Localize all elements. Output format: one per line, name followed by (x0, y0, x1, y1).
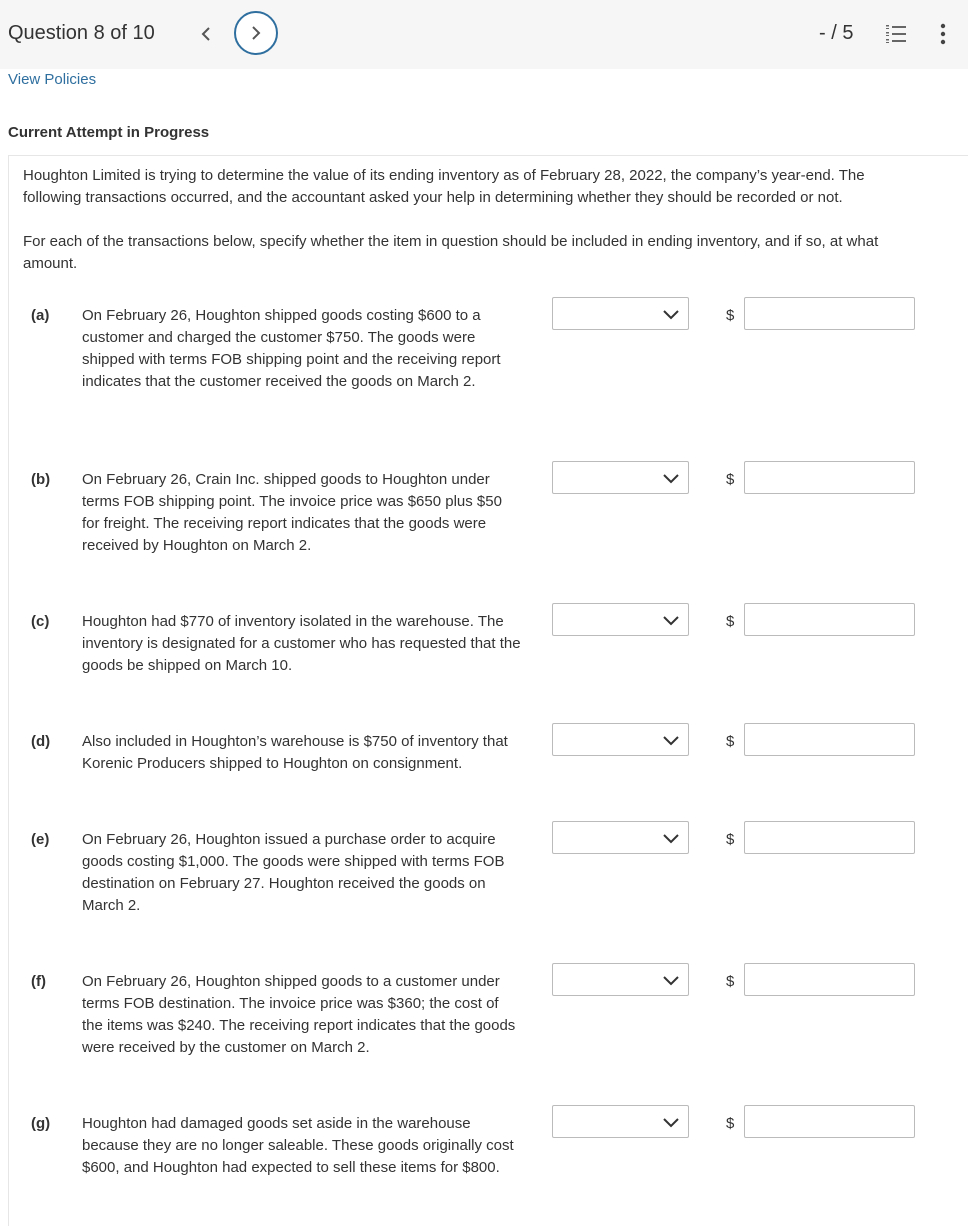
question-header (0, 0, 968, 69)
previous-question-button[interactable] (196, 22, 216, 46)
chevron-left-icon (201, 26, 211, 42)
inventory-dropdown[interactable] (552, 297, 689, 330)
view-policies-link[interactable]: View Policies (8, 71, 97, 88)
score-display: - / 5 (819, 22, 854, 44)
intro-paragraph: Houghton Limited is trying to determine the value of its ending inventory as of February 28, 2022, the company’s year-end. The following transactions occurred, and the accountant asked your help in determining whether they should be recorded or not. (23, 167, 865, 206)
item-description: On February 26, Houghton shipped goods costing $600 to a customer and charged the customer $750. The goods were shipped with terms FOB shipping point and the receiving report indicates that the customer received the goods on March 2. (82, 307, 501, 390)
amount-input[interactable] (744, 963, 915, 996)
section-divider (8, 155, 968, 156)
chevron-down-icon (662, 733, 680, 747)
item-description: On February 26, Houghton issued a purchase order to acquire goods costing $1,000. The goods were shipped with terms FOB destination on February 27. Houghton received the goods on March 2. (82, 831, 505, 914)
next-question-button[interactable] (234, 11, 278, 55)
amount-input[interactable] (744, 1105, 915, 1138)
amount-input[interactable] (744, 603, 915, 636)
chevron-down-icon (662, 613, 680, 627)
item-description: Houghton had $770 of inventory isolated in the warehouse. The inventory is designated for a customer who has requested that the goods be shipped on March 10. (82, 613, 521, 674)
more-vertical-icon[interactable] (936, 22, 950, 46)
item-letter: (c) (31, 613, 50, 630)
amount-input[interactable] (744, 821, 915, 854)
item-letter: (b) (31, 471, 51, 488)
chevron-down-icon (662, 1115, 680, 1129)
chevron-down-icon (662, 973, 680, 987)
currency-symbol: $ (726, 613, 735, 630)
item-letter: (g) (31, 1115, 51, 1132)
chevron-right-icon (251, 25, 261, 41)
amount-input[interactable] (744, 297, 915, 330)
item-letter: (f) (31, 973, 46, 990)
item-letter: (d) (31, 733, 51, 750)
instructions-paragraph: For each of the transactions below, specify whether the item in question should be included in ending inventory, and if so, at what amount. (23, 233, 879, 272)
item-letter: (e) (31, 831, 50, 848)
item-description: Houghton had damaged goods set aside in the warehouse because they are no longer saleable. These goods originally cost $600, and Houghton had expected to sell these items for $800. (82, 1115, 514, 1176)
currency-symbol: $ (726, 831, 735, 848)
inventory-dropdown[interactable] (552, 723, 689, 756)
inventory-dropdown[interactable] (552, 821, 689, 854)
content-left-border (8, 155, 9, 1226)
inventory-dropdown[interactable] (552, 461, 689, 494)
item-description: On February 26, Houghton shipped goods to a customer under terms FOB destination. The invoice price was $360; the cost of the items was $240. The receiving report indicates that the goods were received by the customer on March 2. (82, 973, 516, 1056)
attempt-status: Current Attempt in Progress (8, 124, 210, 141)
currency-symbol: $ (726, 1115, 735, 1132)
item-description: On February 26, Crain Inc. shipped goods to Houghton under terms FOB shipping point. The invoice price was $650 plus $50 for freight. The receiving report indicates that the goods were received by Houghton on March 2. (82, 471, 502, 554)
numbered-list-icon[interactable] (885, 23, 907, 45)
item-letter: (a) (31, 307, 50, 324)
currency-symbol: $ (726, 307, 735, 324)
chevron-down-icon (662, 471, 680, 485)
inventory-dropdown[interactable] (552, 603, 689, 636)
question-counter: Question 8 of 10 (8, 22, 155, 44)
currency-symbol: $ (726, 973, 735, 990)
item-description: Also included in Houghton’s warehouse is $750 of inventory that Korenic Producers shipped to Houghton on consignment. (82, 733, 508, 772)
inventory-dropdown[interactable] (552, 963, 689, 996)
amount-input[interactable] (744, 461, 915, 494)
chevron-down-icon (662, 831, 680, 845)
amount-input[interactable] (744, 723, 915, 756)
chevron-down-icon (662, 307, 680, 321)
currency-symbol: $ (726, 733, 735, 750)
currency-symbol: $ (726, 471, 735, 488)
inventory-dropdown[interactable] (552, 1105, 689, 1138)
